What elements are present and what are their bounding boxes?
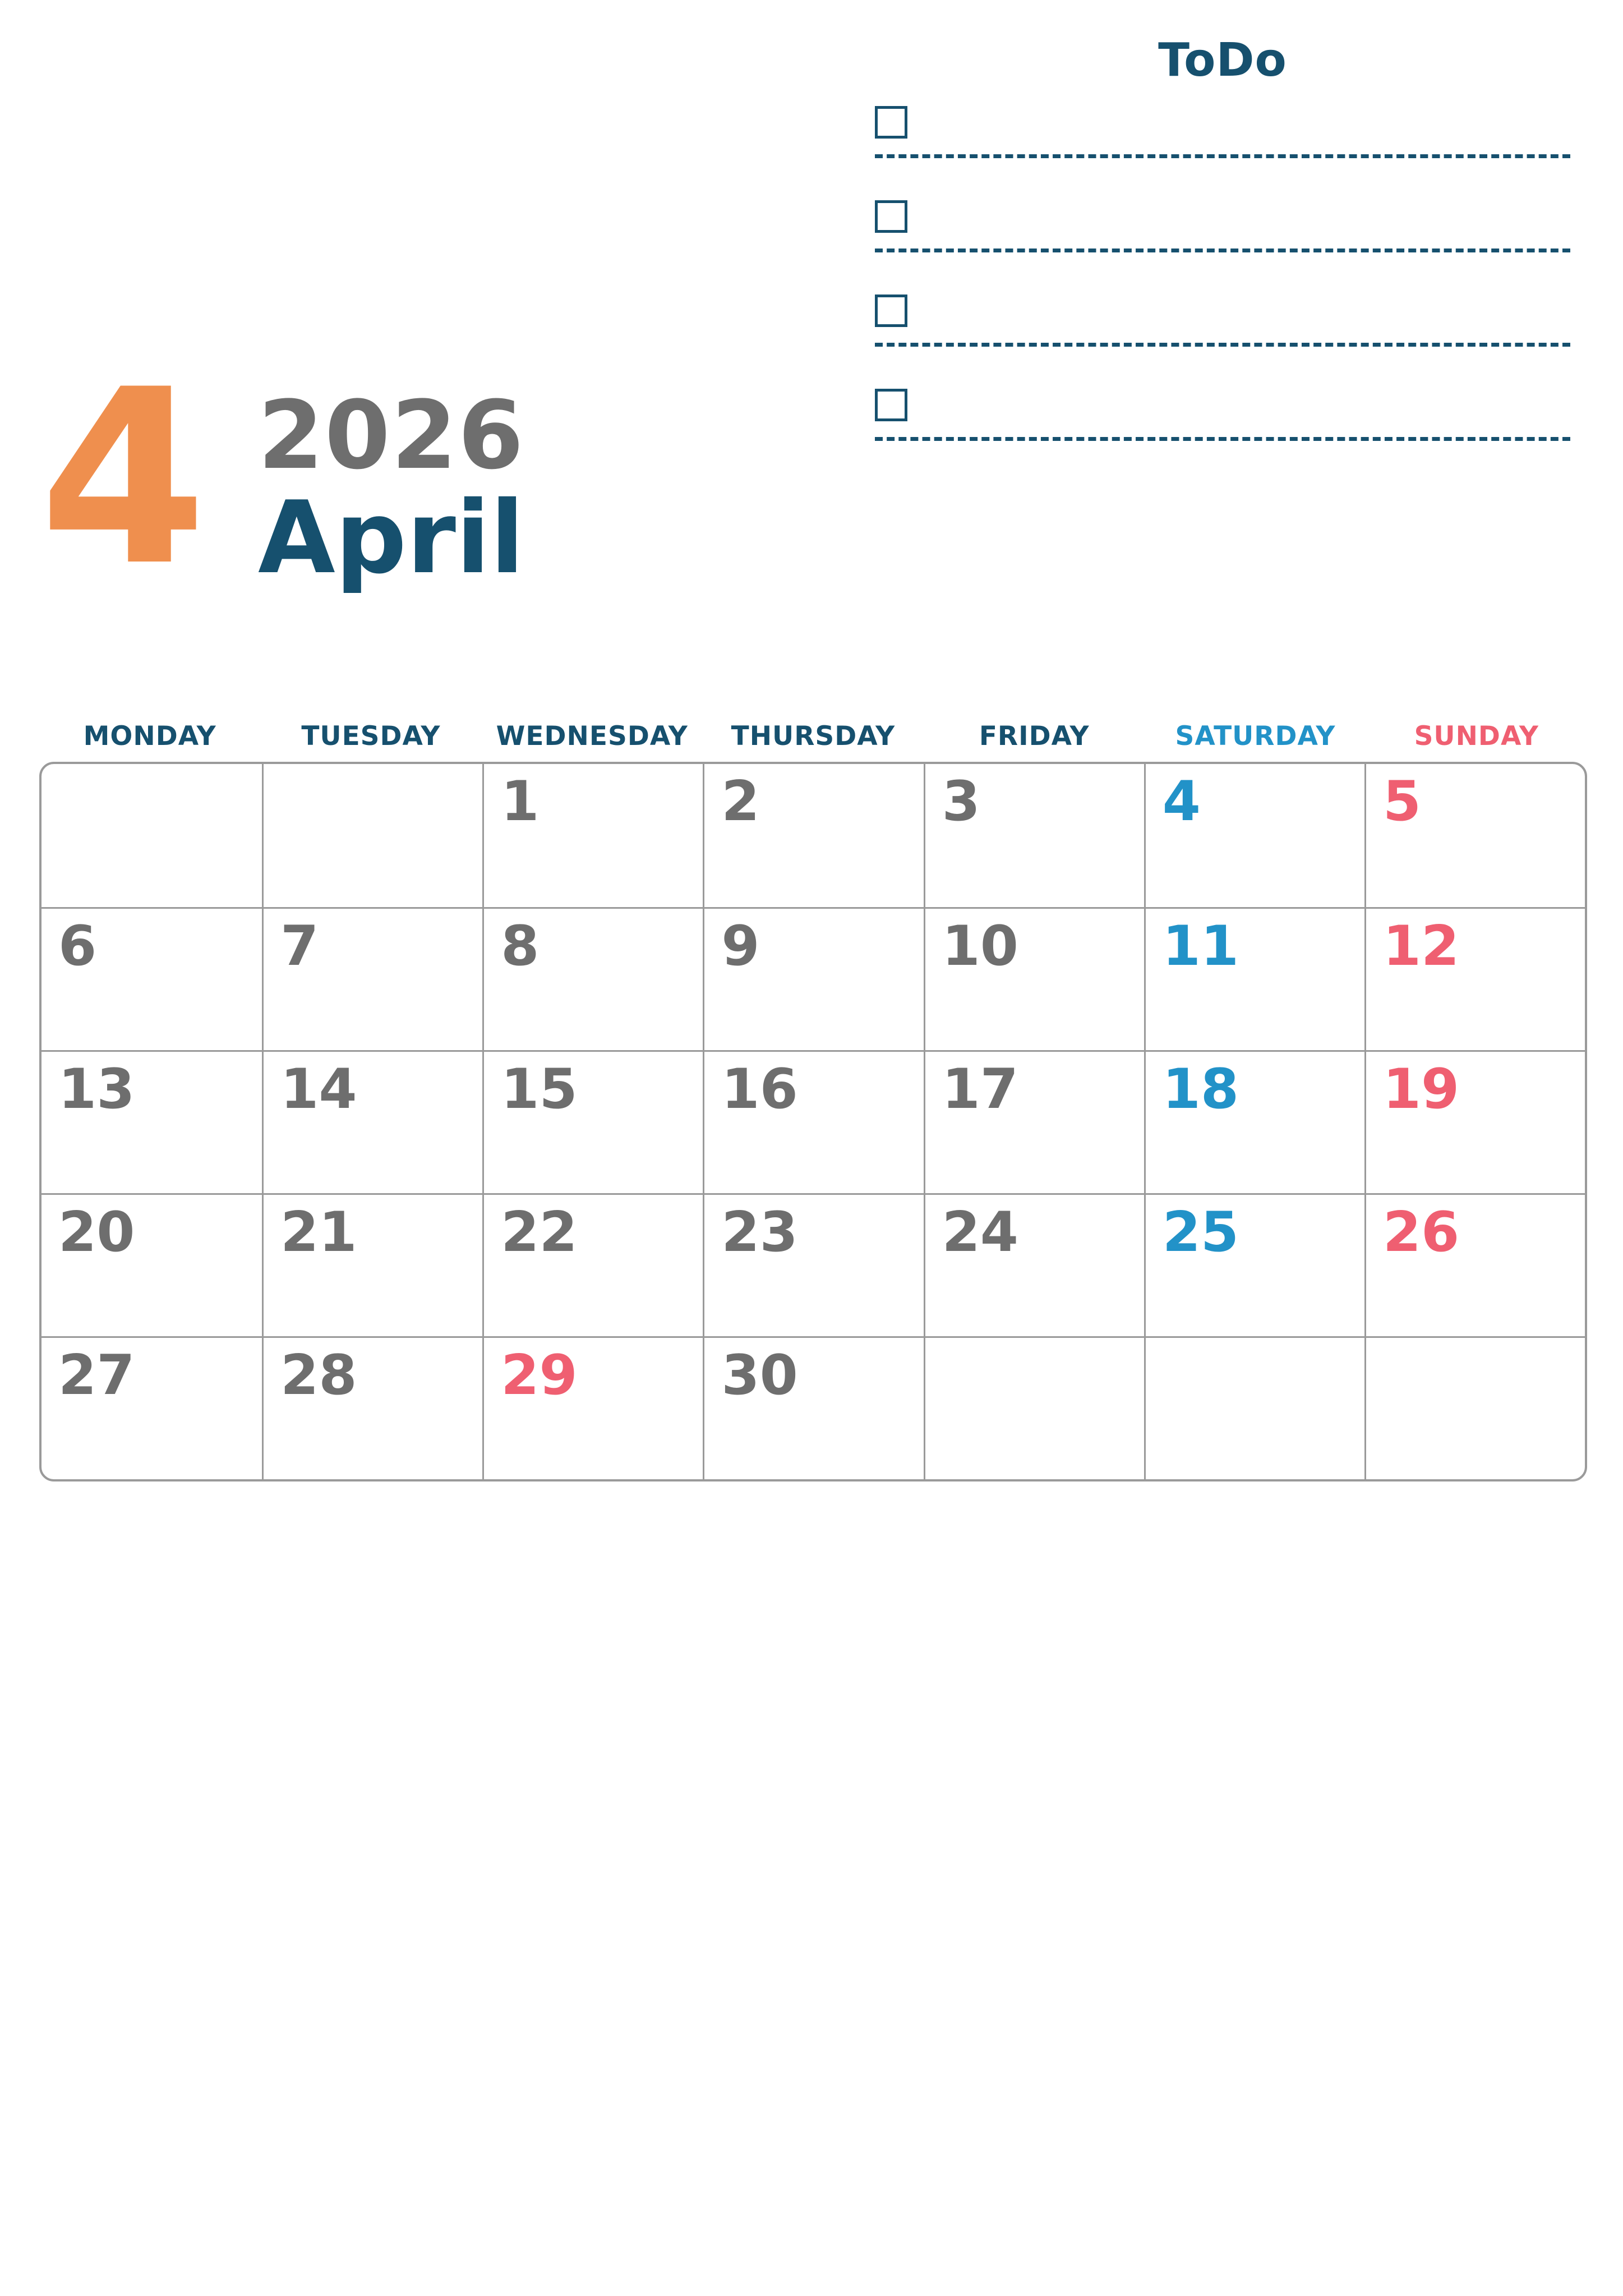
calendar-day-cell[interactable] xyxy=(262,1195,482,1336)
weekday-header-thursday: THURSDAY xyxy=(731,721,896,752)
day-number: 5 xyxy=(1382,770,1422,834)
calendar-day-cell[interactable] xyxy=(1364,764,1585,907)
checkbox-icon[interactable] xyxy=(875,200,907,233)
todo-title: ToDo xyxy=(1158,34,1287,87)
day-number: 20 xyxy=(58,1200,135,1264)
day-number: 6 xyxy=(58,914,97,978)
day-number: 28 xyxy=(280,1343,357,1407)
todo-write-line[interactable] xyxy=(875,249,1570,252)
todo-write-line[interactable] xyxy=(875,437,1570,441)
todo-write-line[interactable] xyxy=(875,343,1570,347)
day-number: 21 xyxy=(280,1200,357,1264)
calendar-week-row xyxy=(42,1336,1585,1479)
calendar-day-cell[interactable] xyxy=(262,1338,482,1479)
day-number: 8 xyxy=(501,914,540,978)
calendar-empty-cell xyxy=(1364,1338,1585,1479)
calendar-day-cell[interactable] xyxy=(262,909,482,1050)
weekday-header-tuesday: TUESDAY xyxy=(301,721,441,752)
todo-row xyxy=(875,200,1570,295)
day-number: 25 xyxy=(1162,1200,1239,1264)
calendar-empty-cell xyxy=(42,764,262,907)
day-number: 17 xyxy=(942,1057,1018,1121)
calendar-empty-cell xyxy=(1144,1338,1364,1479)
day-number: 3 xyxy=(942,770,980,834)
calendar-week-row xyxy=(42,1050,1585,1193)
calendar-day-cell[interactable] xyxy=(42,1195,262,1336)
month-name-label: April xyxy=(258,480,524,596)
todo-row xyxy=(875,106,1570,200)
day-number: 4 xyxy=(1162,770,1201,834)
calendar-empty-cell xyxy=(262,764,482,907)
day-number: 14 xyxy=(280,1057,357,1121)
weekday-header-saturday: SATURDAY xyxy=(1175,721,1336,752)
checkbox-icon[interactable] xyxy=(875,389,907,421)
day-number: 29 xyxy=(501,1343,578,1407)
weekday-header-wednesday: WEDNESDAY xyxy=(496,721,688,752)
day-number: 15 xyxy=(501,1057,578,1121)
calendar-week-row xyxy=(42,764,1585,907)
day-number: 16 xyxy=(721,1057,798,1121)
day-number: 7 xyxy=(280,914,319,978)
day-number: 18 xyxy=(1162,1057,1239,1121)
calendar-day-cell[interactable] xyxy=(924,1195,1144,1336)
calendar-day-cell[interactable] xyxy=(703,1052,923,1193)
day-number: 9 xyxy=(721,914,760,978)
calendar-day-cell[interactable] xyxy=(1144,1195,1364,1336)
day-number: 19 xyxy=(1382,1057,1460,1121)
weekday-header-row xyxy=(39,721,1587,752)
calendar-day-cell[interactable] xyxy=(1364,1195,1585,1336)
weekday-header-monday: MONDAY xyxy=(83,721,216,752)
calendar-day-cell[interactable] xyxy=(1144,909,1364,1050)
day-number: 13 xyxy=(58,1057,135,1121)
calendar-day-cell[interactable] xyxy=(482,764,703,907)
todo-rows xyxy=(875,106,1570,483)
calendar-day-cell[interactable] xyxy=(703,1338,923,1479)
checkbox-icon[interactable] xyxy=(875,295,907,327)
todo-section xyxy=(875,34,1570,483)
month-number: 4 xyxy=(39,338,208,619)
day-number: 22 xyxy=(501,1200,578,1264)
day-number: 1 xyxy=(501,770,540,834)
year-label: 2026 xyxy=(258,380,525,490)
weekday-header-sunday: SUNDAY xyxy=(1414,721,1539,752)
calendar-day-cell[interactable] xyxy=(924,1052,1144,1193)
calendar-day-cell[interactable] xyxy=(482,909,703,1050)
calendar-day-cell[interactable] xyxy=(703,909,923,1050)
calendar-week-row xyxy=(42,1193,1585,1336)
calendar-week-row xyxy=(42,907,1585,1050)
todo-row xyxy=(875,389,1570,483)
calendar-day-cell[interactable] xyxy=(482,1195,703,1336)
todo-row xyxy=(875,295,1570,389)
calendar-day-cell[interactable] xyxy=(42,1338,262,1479)
calendar-empty-cell xyxy=(924,1338,1144,1479)
weekday-header-friday: FRIDAY xyxy=(979,721,1090,752)
calendar-day-cell[interactable] xyxy=(1364,1052,1585,1193)
calendar-day-cell[interactable] xyxy=(1144,764,1364,907)
calendar-day-cell[interactable] xyxy=(482,1052,703,1193)
calendar-day-cell[interactable] xyxy=(924,909,1144,1050)
day-number: 10 xyxy=(942,914,1018,978)
calendar-day-cell[interactable] xyxy=(703,764,923,907)
calendar-day-cell[interactable] xyxy=(1144,1052,1364,1193)
calendar-grid xyxy=(39,762,1587,1481)
calendar-day-cell[interactable] xyxy=(262,1052,482,1193)
day-number: 27 xyxy=(58,1343,135,1407)
calendar-day-cell[interactable] xyxy=(42,909,262,1050)
day-number: 2 xyxy=(721,770,760,834)
checkbox-icon[interactable] xyxy=(875,106,907,139)
day-number: 30 xyxy=(721,1343,798,1407)
day-number: 23 xyxy=(721,1200,798,1264)
day-number: 24 xyxy=(942,1200,1018,1264)
calendar-day-cell[interactable] xyxy=(924,764,1144,907)
todo-write-line[interactable] xyxy=(875,154,1570,158)
calendar-day-cell[interactable] xyxy=(703,1195,923,1336)
day-number: 26 xyxy=(1382,1200,1460,1264)
calendar-day-cell[interactable] xyxy=(42,1052,262,1193)
calendar xyxy=(39,721,1587,1481)
calendar-day-cell[interactable] xyxy=(1364,909,1585,1050)
day-number: 12 xyxy=(1382,914,1460,978)
day-number: 11 xyxy=(1162,914,1239,978)
calendar-day-cell[interactable] xyxy=(482,1338,703,1479)
